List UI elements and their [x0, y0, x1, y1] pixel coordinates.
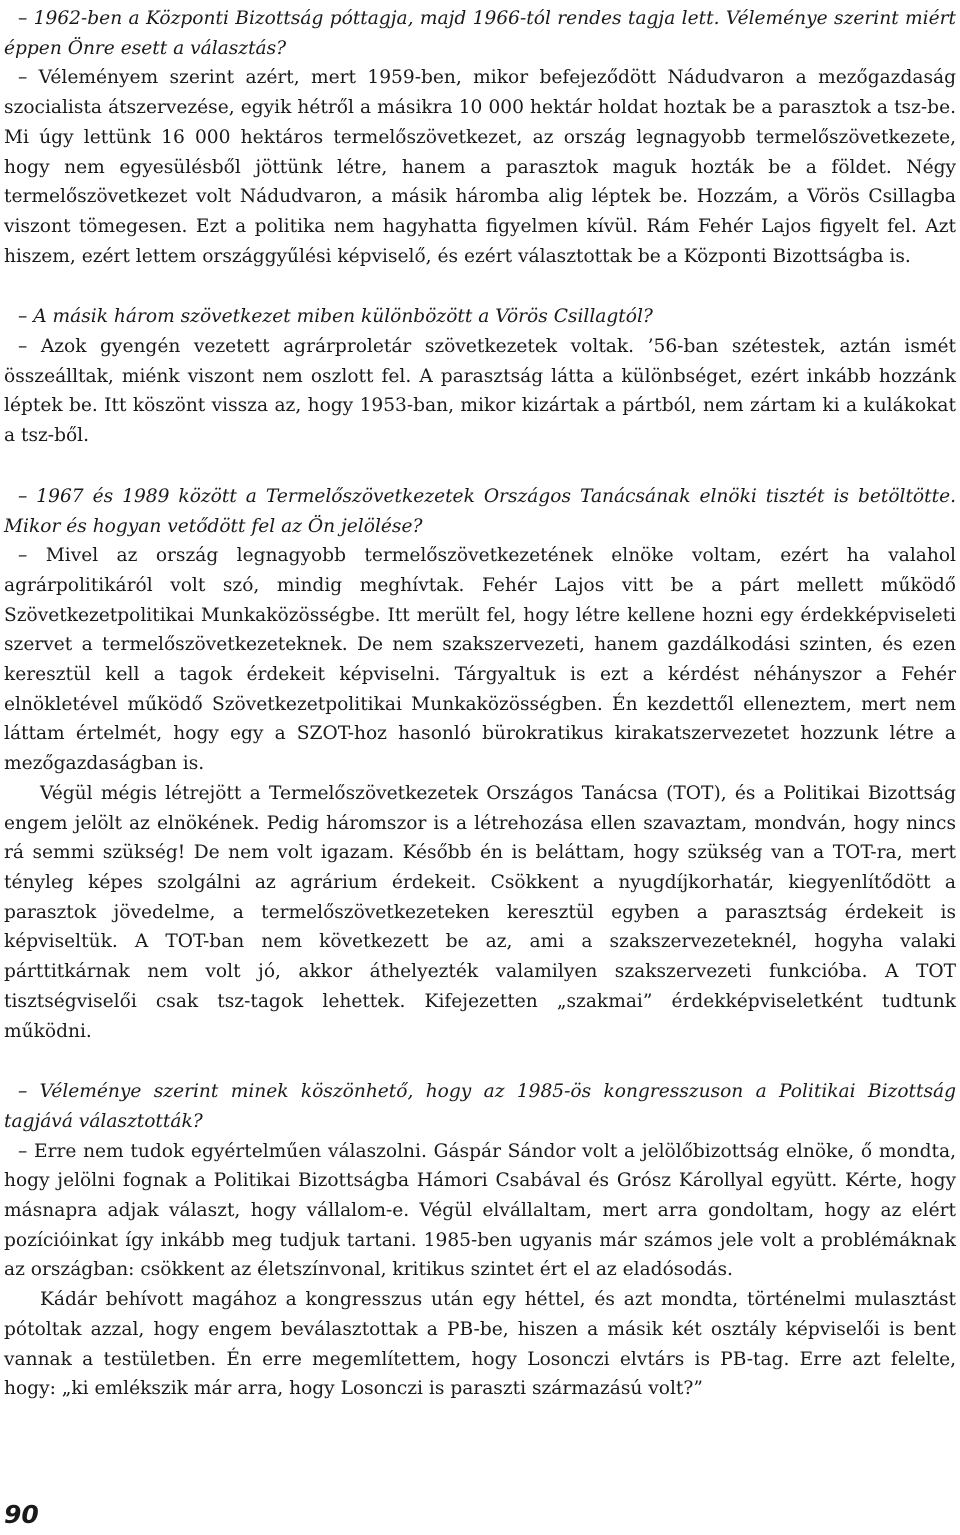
- page-body: [4, 4, 956, 1404]
- question-paragraph: – Véleménye szerint minek köszönhető, hogy az 1985-ös kongresszuson a Politikai Bizottság tagjává választották?: [4, 1081, 956, 1132]
- body-paragraph: Végül mégis létrejött a Termelőszövetkezetek Országos Tanácsa (TOT), és a Politikai Bizottság engem jelölt az elnökének. Pedig háromszor is a létrehozása ellen szavaztam, mondván, hogy nincs rá semmi szükség! De nem volt igazam. Később én is beláttam, hogy szükség van a TOT-ra, mert tényleg képes szolgálni az agrárium érdekeit. Csökkent a nyugdíjkorhatár, kiegyenlítődött a parasztok jövedelme, a termelőszövetkezeteken keresztül egyben a parasztság érdekeit is képviseltük. A TOT-ban nem következett be az, ami a szakszervezeteknél, hogyha valaki párttitkárnak nem volt jó, akkor áthelyezték valamilyen szakszervezeti funkcióba. A TOT tisztségviselői csak tsz-tagok lehettek. Kifejezetten „szakmai” érdekképviseletként tudtunk működni.: [4, 782, 956, 1042]
- answer-paragraph: – Véleményem szerint azért, mert 1959-ben, mikor befejeződött Nádudvaron a mezőgazdaság szocialista átszervezése, egyik hétről a másikra 10 000 hektár holdat hoztak be a parasztok a tsz-be. Mi úgy lettünk 16 000 hektáros termelőszövetkezet, az ország legnagyobb termelőszövetkezete, hogy nem egyesülésből jöttünk létre, hanem a parasztok maguk hozták be a földet. Négy termelőszövetkezet volt Nádudvaron, a másik háromba alig léptek be. Hozzám, a Vörös Csillagba viszont tömegesen. Ezt a politika nem hagyhatta figyelmen kívül. Rám Fehér Lajos figyelt fel. Azt hiszem, ezért lettem országgyűlési képviselő, és ezért választottak be a Központi Bizottságba is.: [4, 67, 956, 267]
- answer-paragraph: – Erre nem tudok egyértelműen válaszolni. Gáspár Sándor volt a jelölőbizottság elnöke, ő mondta, hogy jelölni fognak a Politikai Bizottságba Hámori Csabával és Grósz Károllyal együtt. Kérte, hogy másnapra adjak választ, hogy vállalom-e. Végül elvállaltam, mert arra gondoltam, hogy az elért pozícióinkat így inkább meg tudjuk tartani. 1985-ben ugyanis már számos jele volt a problémáknak az országban: csökkent az életszínvonal, kritikus szintet ért el az eladósodás.: [4, 1140, 956, 1281]
- question-paragraph: – A másik három szövetkezet miben különbözött a Vörös Csillagtól?: [18, 306, 653, 328]
- question-paragraph: – 1967 és 1989 között a Termelőszövetkezetek Országos Tanácsának elnöki tisztét is betöltötte. Mikor és hogyan vetődött fel az Ön jelölése?: [4, 485, 956, 537]
- body-paragraph: Kádár behívott magához a kongresszus után egy héttel, és azt mondta, történelmi mulasztást pótoltak azzal, hogy engem beválasztottak a PB-be, hiszen a másik két osztály képviselői is bent vannak a testületben. Én erre megemlítettem, hogy Losonczi elvtárs is PB-tag. Erre azt felelte, hogy: „ki emlékszik már arra, hogy Losonczi is paraszti származású volt?”: [4, 1289, 956, 1400]
- answer-paragraph: – Mivel az ország legnagyobb termelőszövetkezetének elnöke voltam, ezért ha valahol agrárpolitikáról volt szó, mindig meghívtak. Fehér Lajos vitt be a párt mellett működő Szövetkezetpolitikai Munkaközösségbe. Itt merült fel, hogy létre kellene hozni egy érdekképviseleti szervet a termelőszövetkezeteknek. De nem szakszervezeti, hanem gazdálkodási szinten, és ezen keresztül kell a tagok érdekeit képviselni. Tárgyaltuk is ezt a kérdést néhányszor a Fehér elnökletével működő Szövetkezetpolitikai Munkaközösségben. Én kezdettől elleneztem, mert nem láttam értelmét, hogy egy a SZOT-hoz hasonló bürokratikus kirakatszervezetet hozzunk létre a mezőgazdaságban is.: [4, 545, 956, 775]
- question-paragraph: – 1962-ben a Központi Bizottság póttagja, majd 1966-tól rendes tagja lett. Véleménye szerint miért éppen Önre esett a választás?: [4, 8, 956, 59]
- page-number: 90: [4, 1500, 39, 1529]
- answer-paragraph: – Azok gyengén vezetett agrárproletár szövetkezetek voltak. ’56-ban szétestek, aztán ismét összeálltak, miénk viszont nem oszlott fel. A parasztság látta a különbséget, ezért inkább hozzánk léptek be. Itt köszönt vissza az, hogy 1953-ban, mikor kizártak a pártból, nem zártam ki a kulákokat a tsz-ből.: [4, 336, 956, 447]
